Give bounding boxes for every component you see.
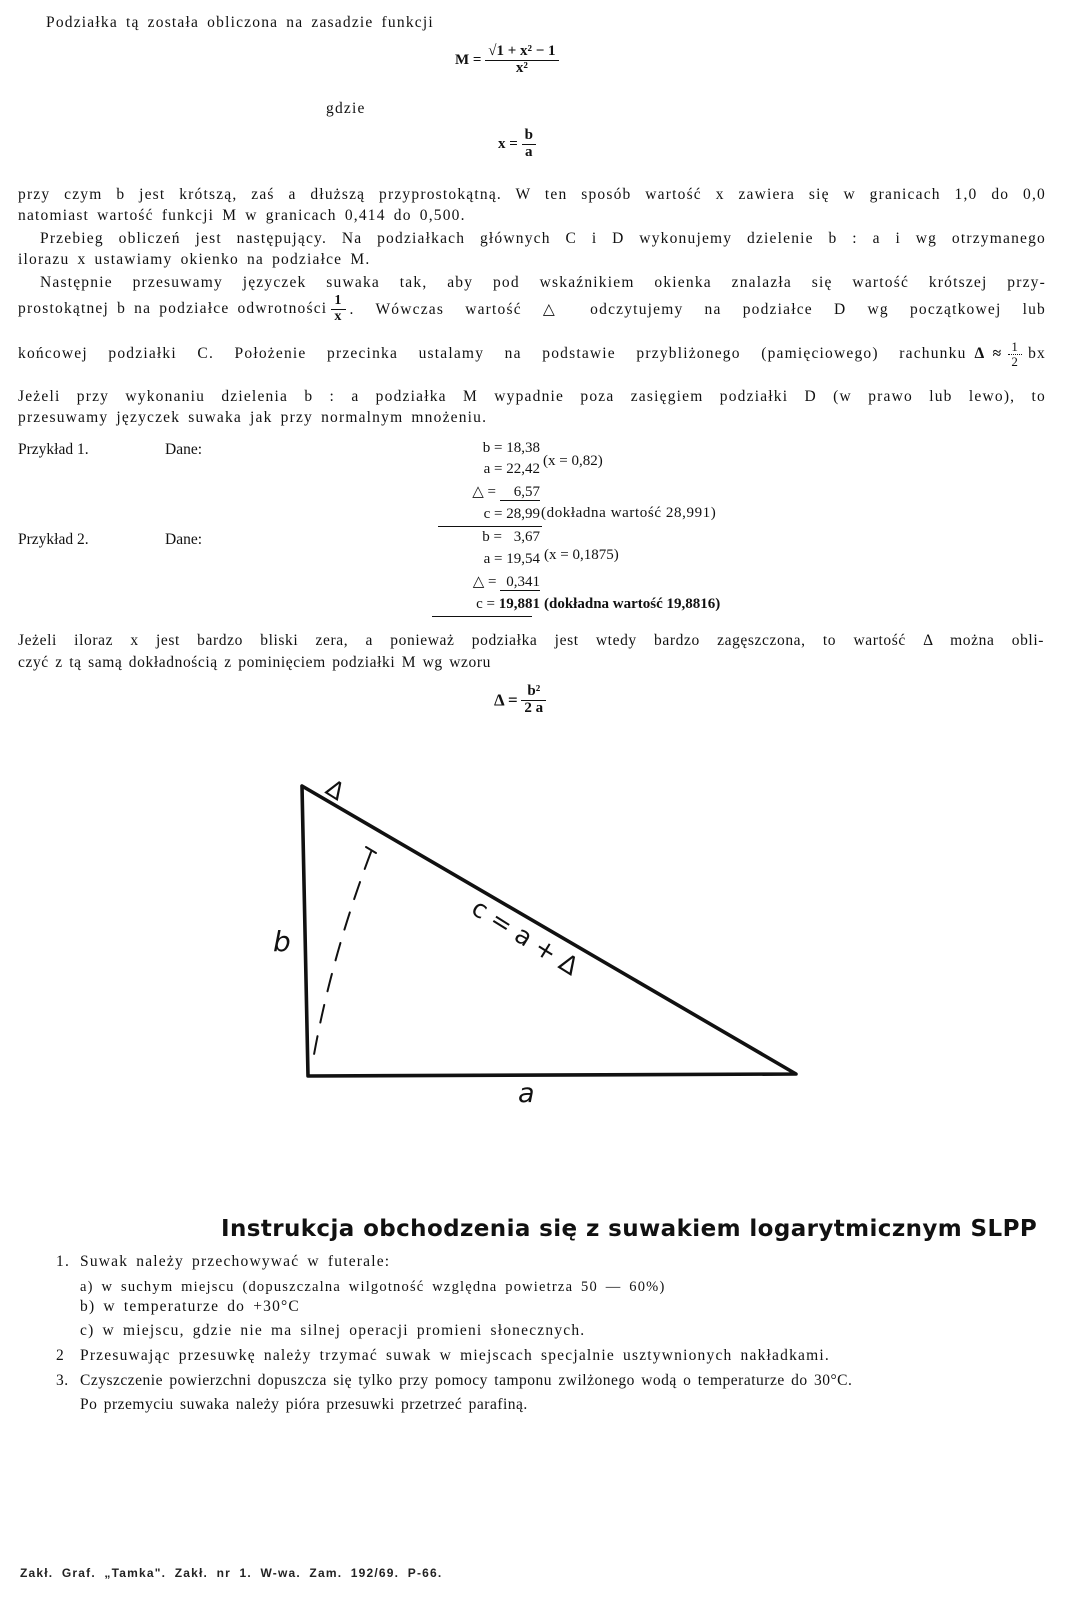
- gdzie-label: gdzie: [326, 100, 366, 117]
- paragraph-1-line-2: natomiast wartość funkcji M w granicach 0,414 do 0,500.: [18, 207, 466, 224]
- formula-x-lhs: x =: [498, 135, 518, 152]
- row-lhs: b =: [482, 440, 503, 456]
- row-value: 19,54: [506, 551, 540, 567]
- example-2-given: Dane:: [165, 531, 203, 548]
- instruction-1-num: 1.: [56, 1253, 71, 1270]
- instruction-1a-text: a) w suchym miejscu (dopuszczalna wilgotność względna powietrza 50 — 60%): [80, 1279, 666, 1295]
- row-lhs: △ =: [472, 574, 497, 590]
- row-value: 18,38: [506, 440, 540, 456]
- p3-l2-text-b: . Wówczas wartość △ odczytujemy na podziałce D wg początkowej lub: [349, 300, 1046, 318]
- diagram-label-a: a: [518, 1078, 535, 1109]
- printer-imprint: Zakł. Graf. „Tamka". Zakł. nr 1. W-wa. Zam. 192/69. P-66.: [20, 1566, 443, 1580]
- delta-approx: Δ ≈: [974, 345, 1003, 363]
- paragraph-1-line-1: przy czym b jest krótszą, zaś a dłuższą przyprostokątną. W ten sposób wartość x zawiera się w granicach 1,0 do 0,0: [18, 186, 1046, 203]
- paragraph-2-line-1: Przebieg obliczeń jest następujący. Na podziałkach głównych C i D wykonujemy dzielenie b : a i wg otrzymanego: [40, 230, 1046, 247]
- p3-l3-text-a: końcowej podziałki C. Położenie przecinka ustalamy na podstawie przybliżonego (pamięciowego) rachunku: [18, 345, 967, 363]
- closing-line-1: Jeżeli iloraz x jest bardzo bliski zera, a ponieważ podziałka jest wtedy bardzo zagęszczona, to wartość Δ można obli-: [18, 632, 1044, 649]
- paragraph-4-line-2: przesuwamy języczek suwaka jak przy normalnym mnożeniu.: [18, 409, 488, 426]
- row-lhs: b =: [482, 529, 502, 545]
- formula-m-numerator: √1 + x² − 1: [488, 43, 556, 59]
- row-value: 22,42: [506, 461, 540, 477]
- row-lhs: a =: [483, 551, 503, 567]
- paragraph-3-line-1: Następnie przesuwamy języczek suwaka tak, aby pod wskaźnikiem okienka znalazła się wartość krótszej przy-: [40, 274, 1046, 291]
- example-1-note-exact: (dokładna wartość 28,991): [541, 505, 717, 521]
- formula-x-denominator: a: [522, 144, 536, 161]
- instruction-1b-text: b) w temperaturze do +30°C: [80, 1298, 300, 1315]
- row-value: 19,881: [498, 596, 540, 612]
- fraction-numerator: 1: [1011, 339, 1020, 354]
- instruction-2-text: Przesuwając przesuwkę należy trzymać suwak w miejscach specjalnie usztywnionych nakładkami.: [80, 1347, 830, 1364]
- diagram-label-delta: Δ: [320, 773, 350, 807]
- formula-delta-lhs: Δ =: [494, 690, 518, 710]
- triangle-outline: [302, 786, 796, 1076]
- diagram-label-b: b: [273, 925, 291, 958]
- formula-x-numerator: b: [524, 127, 533, 143]
- row-value: 28,99: [506, 506, 540, 522]
- formula-delta-numerator: b²: [527, 683, 541, 699]
- diagram-label-hypotenuse: c = a + Δ: [466, 893, 584, 982]
- formula-m-denominator: x²: [485, 60, 558, 77]
- example-1-label: Przykład 1.: [18, 441, 89, 458]
- p3-l3-bx: bx: [1028, 345, 1046, 363]
- closing-line-2: czyć z tą samą dokładnością z pominięciem podziałki M wg wzoru: [18, 654, 491, 671]
- fraction-numerator: 1: [334, 293, 343, 308]
- example-2-label: Przykład 2.: [18, 531, 89, 548]
- example-2-note-x: (x = 0,1875): [544, 547, 619, 563]
- row-value: 6,57: [500, 484, 540, 501]
- fraction-denominator: 2: [1008, 354, 1022, 369]
- paragraph-4-line-1: Jeżeli przy wykonaniu dzielenia b : a podziałka M wypadnie poza zasięgiem podziałki D (w prawo lub lewo), to: [18, 388, 1046, 405]
- example-2-note-exact: (dokładna wartość 19,8816): [544, 596, 721, 612]
- fraction-denominator: x: [331, 309, 345, 325]
- arc-dashed: [312, 852, 371, 1066]
- row-lhs: c =: [483, 506, 503, 522]
- row-lhs: a =: [483, 461, 503, 477]
- row-value: 3,67: [513, 529, 540, 545]
- example-1-note-x: (x = 0,82): [543, 453, 603, 469]
- p3-l2-text-a: prostokątnej b na podziałce odwrotności: [18, 300, 328, 318]
- instruction-3-continuation: Po przemyciu suwaka należy pióra przesuwki przetrzeć parafiną.: [80, 1396, 528, 1413]
- formula-delta-denominator: 2 a: [521, 700, 546, 717]
- instructions-title: Instrukcja obchodzenia się z suwakiem logarytmicznym SLPP: [221, 1216, 1038, 1242]
- instruction-3-text: Czyszczenie powierzchni dopuszcza się tylko przy pomocy tamponu zwilżonego wodą o temperaturze do 30°C.: [80, 1372, 853, 1389]
- paragraph-2-line-2: ilorazu x ustawiamy okienko na podziałce M.: [18, 251, 371, 268]
- row-lhs: △ =: [472, 484, 496, 500]
- instruction-3-num: 3.: [56, 1372, 69, 1389]
- instruction-1c-text: c) w miejscu, gdzie nie ma silnej operacji promieni słonecznych.: [80, 1322, 586, 1339]
- instruction-1-text: Suwak należy przechowywać w futerale:: [80, 1253, 391, 1270]
- intro-line: Podziałka tą została obliczona na zasadzie funkcji: [46, 14, 434, 31]
- instruction-2-num: 2: [56, 1347, 65, 1364]
- formula-m-lhs: M =: [455, 51, 482, 68]
- row-value: 0,341: [500, 574, 540, 591]
- example-1-given: Dane:: [165, 441, 203, 458]
- row-lhs: c =: [476, 596, 495, 612]
